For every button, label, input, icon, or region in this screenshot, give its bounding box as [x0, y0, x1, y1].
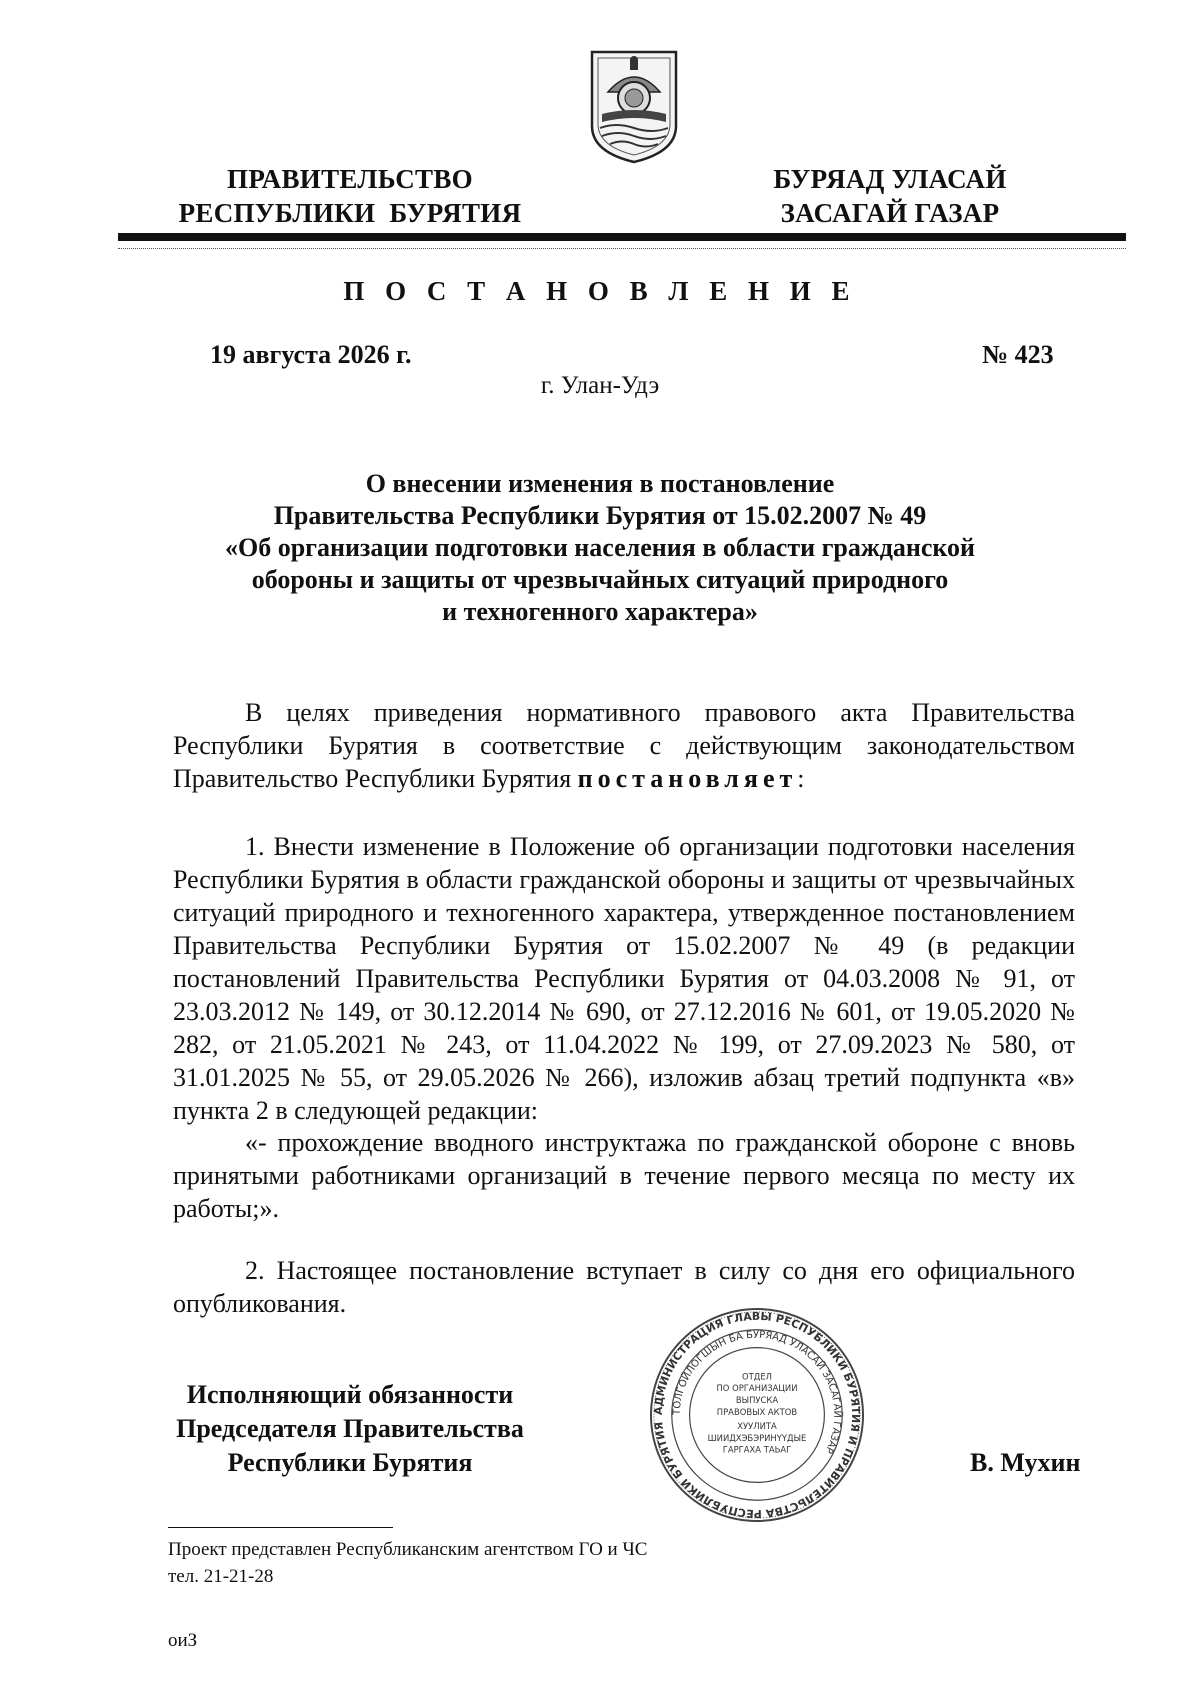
subject-line: О внесении изменения в постановление — [365, 469, 835, 498]
document-number: № 423 — [982, 340, 1054, 369]
header-thin-rule — [118, 248, 1126, 249]
stamp-center-line: ПРАВОВЫХ АКТОВ — [716, 1407, 798, 1417]
decree-word: постановляет — [577, 764, 798, 793]
stamp-inner-text: ТОЛГОЙЛОГШЫН БА БУРЯАД УЛАСАЙ ЗАСАГАЙ ГАЗАР — [671, 1329, 843, 1456]
stamp-center-line: ВЫПУСКА — [735, 1395, 779, 1406]
subject-line: обороны и защиты от чрезвычайных ситуаций природного — [251, 565, 949, 594]
subject-line: «Об организации подготовки населения в области гражданской — [224, 533, 976, 562]
paragraph-2: 2. Настоящее постановление вступает в силу со дня его официального опубликования. — [173, 1256, 1075, 1318]
stamp-center-line: ОТДЕЛ — [742, 1371, 772, 1382]
subject-line: и техногенного характера» — [442, 597, 758, 626]
document-date: 19 августа 2026 г. — [210, 340, 412, 369]
footnote-rule — [168, 1527, 393, 1528]
intro-colon: : — [797, 764, 805, 793]
document-city: г. Улан-Удэ — [540, 372, 660, 399]
signatory-position-line: Республики Бурятия — [227, 1448, 473, 1477]
footnote-line: тел. 21-21-28 — [168, 1566, 274, 1587]
footer-code: оиЗ — [168, 1630, 198, 1651]
stamp-center-line: ШИИДХЭБЭРИНҮҮДЫЕ — [707, 1432, 807, 1443]
stamp-outer-text: АДМИНИСТРАЦИЯ ГЛАВЫ РЕСПУБЛИКИ БУРЯТИЯ И ПРАВИТЕЛЬСТВА РЕСПУБЛИКИ БУРЯТИЯ — [651, 1309, 863, 1521]
header-left-line1: ПРАВИТЕЛЬСТВО — [227, 164, 473, 194]
official-seal-stamp — [648, 1306, 866, 1524]
paragraph-1: 1. Внести изменение в Положение об организации подготовки населения Республики Бурятия в области гражданской обороны и защиты от чрезвычайных ситуаций природного и техногенного характера, утвержденное постановлением Правительства Республики Бурятия от 15.02.2007 № 49 (в редакции постановлений Правительства Республики Бурятия от 04.03.2008 № 91, от 23.03.2012 № 149, от 30.12.2014 № 690, от 27.12.2016 № 601, от 19.05.2020 № 282, от 21.05.2021 № 243, от 11.04.2022 № 199, от 27.09.2023 № 580, от 31.01.2025 № 55, от 29.05.2026 № 266), изложив абзац третий подпункта «в» пункта 2 в следующей редакции: — [173, 832, 1075, 1125]
stamp-center-line: ХУУЛИТА — [737, 1420, 777, 1431]
quoted-paragraph: «- прохождение вводного инструктажа по гражданской обороне с вновь принятыми работниками организаций в течение первого месяца по месту их работы;». — [173, 1128, 1075, 1223]
intro-paragraph — [173, 696, 1075, 795]
signatory-position-line: Председателя Правительства — [176, 1414, 524, 1443]
header-left-line2: РЕСПУБЛИКИ БУРЯТИЯ — [178, 198, 522, 228]
header-right-line1: БУРЯАД УЛАСАЙ — [773, 164, 1007, 194]
stamp-center-line: ПО ОРГАНИЗАЦИИ — [716, 1383, 798, 1394]
coat-of-arms-emblem — [586, 48, 682, 166]
subject-line: Правительства Республики Бурятия от 15.02.2007 № 49 — [273, 501, 927, 530]
footnote-line: Проект представлен Республиканским агентством ГО и ЧС — [168, 1539, 648, 1560]
intro-text: В целях приведения нормативного правового акта Правительства Республики Бурятия в соответствие с действующим законодательством Правительство Республики Бурятия — [173, 698, 1075, 793]
signatory-position-line: Исполняющий обязанности — [186, 1380, 514, 1409]
header-right-line2: ЗАСАГАЙ ГАЗАР — [780, 198, 1000, 228]
header-thick-rule — [118, 233, 1126, 241]
document-subject — [150, 468, 1050, 628]
header-right-block — [750, 162, 1030, 230]
stamp-center-line: ГАРГАХА ТАЬАГ — [722, 1444, 792, 1455]
header-left-block — [150, 162, 550, 230]
signatory-position — [155, 1378, 545, 1480]
signatory-name: В. Мухин — [970, 1448, 1081, 1477]
footnote — [168, 1536, 647, 1590]
document-type-title: П О С Т А Н О В Л Е Н И Е — [343, 276, 857, 306]
